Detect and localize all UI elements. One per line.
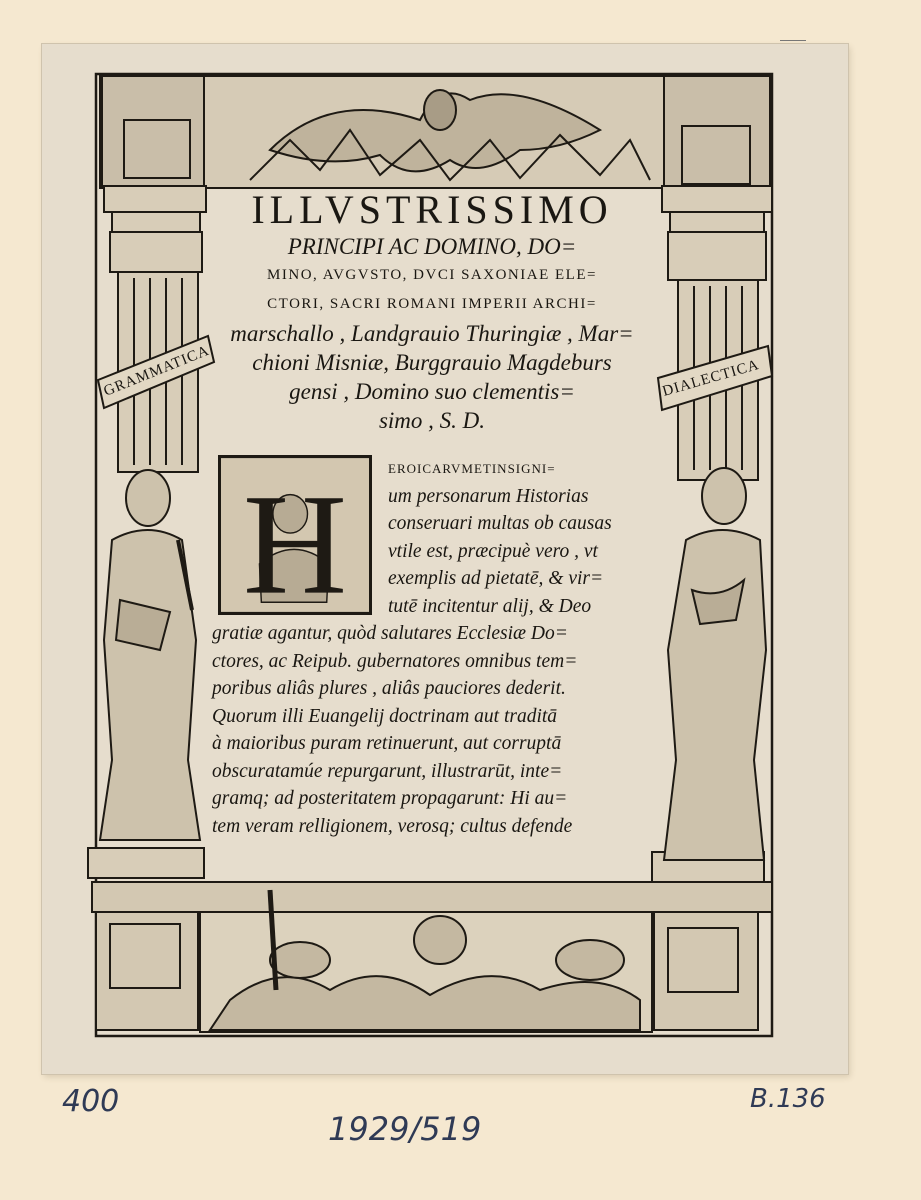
body-line-3: conseruari multas ob causas xyxy=(388,513,612,534)
title-line-7: simo , S. D. xyxy=(378,408,486,433)
title-line-2: MINO, AVGVSTO, DVCI SAXONIAE ELE= xyxy=(267,267,597,283)
body-line-9: poribus aliâs plures , aliâs pauciores dederit. xyxy=(212,678,566,699)
decorated-initial-h xyxy=(218,455,372,615)
initial-letter: H xyxy=(242,465,348,615)
title-main: ILLVSTRISSIMO xyxy=(251,187,613,232)
bottom-right-shield xyxy=(668,928,738,992)
title-line-5: chioni Misniæ, Burggrauio Magdeburs xyxy=(252,350,612,375)
right-banner-text: DIALECTICA xyxy=(660,356,762,400)
title-line-3: CTORI, SACRI ROMANI IMPERII ARCHI= xyxy=(267,296,597,312)
body-line-4: vtile est, præcipuè vero , vt xyxy=(388,540,598,562)
annotation-left: 400 xyxy=(62,1084,120,1119)
body-line-11: à maioribus puram retinuerunt, aut corruptā xyxy=(212,733,562,754)
body-text xyxy=(212,455,652,840)
body-line-10: Quorum illi Euangelij doctrinam aut traditā xyxy=(212,705,558,727)
body-line-2: um personarum Historias xyxy=(388,485,589,507)
annotation-center: 1929/519 xyxy=(328,1110,482,1148)
bottom-scene xyxy=(200,890,652,1032)
body-line-7: gratiæ agantur, quòd salutares Ecclesiæ Do= xyxy=(212,623,568,644)
body-line-1: EROICARVMETINSIGNI= xyxy=(388,461,556,476)
body-line-14: tem veram relligionem, verosq; cultus defende xyxy=(212,815,573,837)
left-banner-text: GRAMMATICA xyxy=(101,342,212,400)
left-figure xyxy=(100,470,200,840)
title-line-1: PRINCIPI AC DOMINO, DO= xyxy=(287,234,577,259)
top-left-block xyxy=(102,76,204,186)
body-line-12: obscuratamúe repurgarunt, illustrarūt, inte= xyxy=(212,760,563,782)
body-line-8: ctores, ac Reipub. gubernatores omnibus tem= xyxy=(212,650,578,672)
body-line-13: gramq; ad posteritatem propagarunt: Hi au= xyxy=(212,788,568,809)
annotation-right: B.136 xyxy=(750,1084,826,1114)
body-line-6: tutē incitentur alij, & Deo xyxy=(388,595,592,617)
text-panel xyxy=(212,188,652,878)
bottom-left-shield xyxy=(110,924,180,988)
title-line-6: gensi , Domino suo clementis= xyxy=(289,379,575,404)
title-line-4: marschallo , Landgrauio Thuringiæ , Mar= xyxy=(230,321,634,346)
top-right-block xyxy=(664,76,770,186)
body-line-5: exemplis ad pietatē, & vir= xyxy=(388,568,604,589)
right-figure xyxy=(664,468,766,860)
